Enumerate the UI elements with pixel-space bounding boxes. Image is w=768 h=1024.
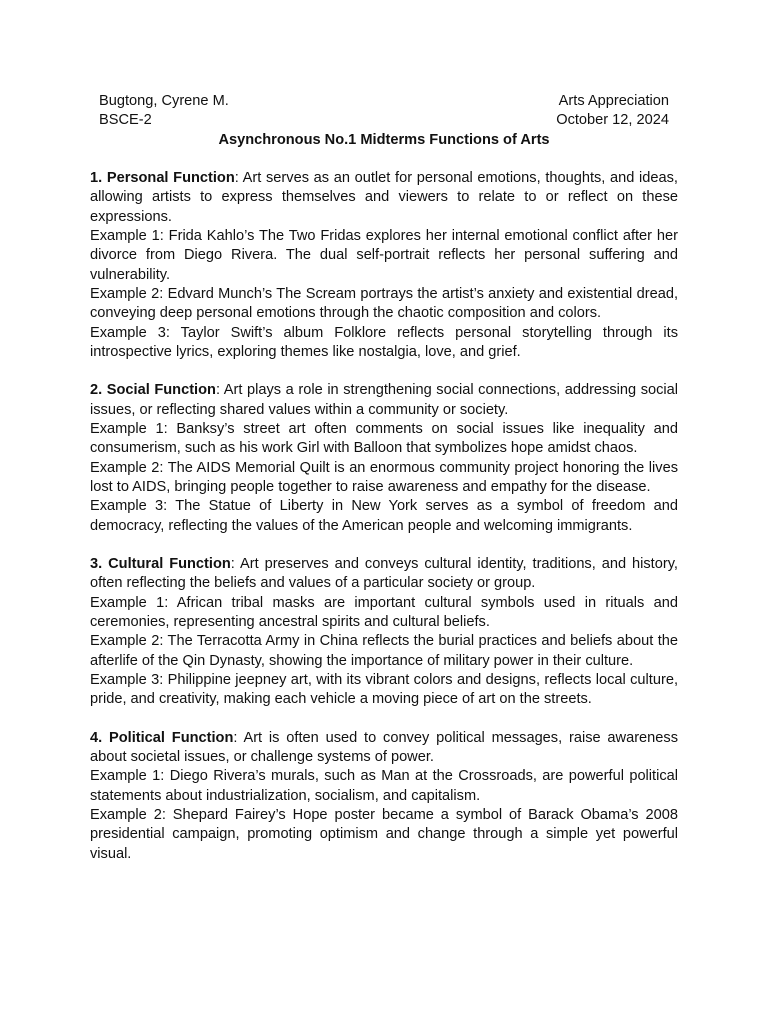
example-paragraph: Example 3: The Statue of Liberty in New York serves as a symbol of freedom and democracy, reflecting the values of the American people and welcoming immigrants. <box>90 498 678 534</box>
section-personal-function <box>90 169 678 362</box>
example-paragraph: Example 1: Banksy’s street art often comments on social issues like inequality and consumerism, such as his work Girl with Balloon that symbolizes hope amidst chaos. <box>90 421 678 457</box>
example-paragraph: Example 3: Taylor Swift’s album Folklore reflects personal storytelling through its introspective lyrics, exploring themes like nostalgia, love, and grief. <box>90 324 678 360</box>
subject-name: Arts Appreciation <box>558 93 669 109</box>
section-heading: 3. Cultural Function <box>90 556 231 573</box>
student-section: BSCE-2 <box>99 112 152 129</box>
section-definition <box>90 729 678 768</box>
section-political-function <box>90 729 678 864</box>
section-definition <box>90 555 678 594</box>
definition-text: : Art plays a role in strengthening social connections, addressing social issues, or reflecting shared values within a community or society. <box>90 382 679 418</box>
document-date: October 12, 2024 <box>556 112 669 129</box>
section-heading: 4. Political Function <box>90 729 234 746</box>
example-paragraph: Example 2: The Terracotta Army in China reflects the burial practices and beliefs about the afterlife of the Qin Dynasty, showing the importance of military power in their culture. <box>90 633 678 669</box>
section-social-function <box>90 381 678 535</box>
document-page <box>90 92 678 864</box>
example-paragraph: Example 1: African tribal masks are important cultural symbols used in rituals and ceremonies, representing ancestral spirits and cultural beliefs. <box>90 594 678 631</box>
definition-text: : Art is often used to convey political messages, raise awareness about societal issues, or challenge systems of power. <box>90 729 679 766</box>
section-definition <box>90 381 678 420</box>
example-paragraph: Example 3: Philippine jeepney art, with its vibrant colors and designs, reflects local culture, pride, and creativity, making each vehicle a moving piece of art on the streets. <box>90 671 678 708</box>
header-row-2 <box>90 111 678 130</box>
definition-text: : Art preserves and conveys cultural identity, traditions, and history, often reflecting the beliefs and values of a particular society or group. <box>90 556 678 592</box>
header-row-1 <box>90 92 678 111</box>
section-heading: 2. Social Function <box>90 382 216 399</box>
example-paragraph: Example 1: Diego Rivera’s murals, such as Man at the Crossroads, are powerful political statements about industrialization, socialism, and capitalism. <box>90 768 678 804</box>
example-paragraph: Example 2: Edvard Munch’s The Scream portrays the artist’s anxiety and existential dread, conveying deep personal emotions through the chaotic composition and colors. <box>90 285 678 322</box>
example-paragraph: Example 2: The AIDS Memorial Quilt is an enormous community project honoring the lives lost to AIDS, bringing people together to raise awareness and empathy for the disease. <box>90 459 678 495</box>
document-title: Asynchronous No.1 Midterms Functions of Arts <box>218 131 550 148</box>
section-definition <box>90 169 678 227</box>
example-paragraph: Example 2: Shepard Fairey’s Hope poster became a symbol of Barack Obama’s 2008 presidential campaign, promoting optimism and change through a simple yet powerful visual. <box>90 806 678 862</box>
example-paragraph: Example 1: Frida Kahlo’s The Two Fridas explores her internal emotional conflict after her divorce from Diego Rivera. The dual self-portrait reflects her personal suffering and vulnerability. <box>90 228 678 283</box>
section-heading: 1. Personal Function <box>90 170 235 187</box>
definition-text: : Art serves as an outlet for personal emotions, thoughts, and ideas, allowing artists to express themselves and viewers to relate to or reflect on these expressions. <box>90 170 678 225</box>
student-name: Bugtong, Cyrene M. <box>99 93 229 109</box>
section-cultural-function <box>90 555 678 709</box>
